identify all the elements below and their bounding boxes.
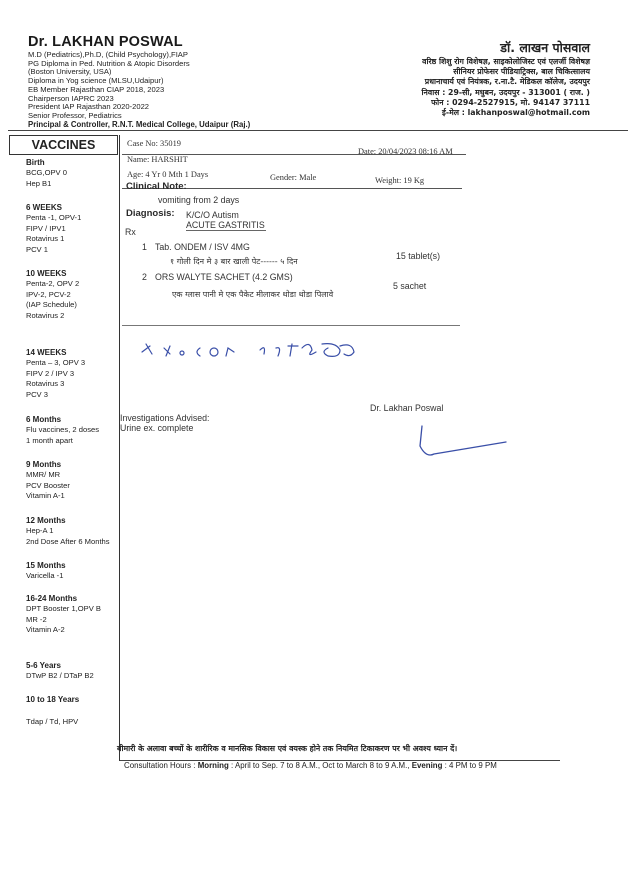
vaccine-section-title: 6 Months	[26, 415, 62, 424]
vaccine-item: FIPV / IPV1	[26, 223, 66, 233]
vaccine-section-title: Birth	[26, 158, 45, 167]
signature-mark	[408, 424, 518, 464]
vaccine-section	[26, 661, 94, 682]
vaccine-section	[26, 415, 99, 446]
vaccine-item: Hep-A 1	[26, 526, 54, 536]
qualification-line: M.D (Pediatrics),Ph.D, (Child Psychology),FIAP	[28, 50, 188, 59]
rx-divider	[122, 325, 460, 326]
clinical-note: vomiting from 2 days	[158, 195, 240, 205]
hindi-line: ई-मेल : lakhanposwal@hotmail.com	[442, 108, 590, 118]
hindi-line: वरिष्ठ शिशु रोग विशेषज्ञ, साइकोलोजिस्ट एवं एलर्जी विशेषज्ञ	[422, 57, 590, 66]
vaccine-item: PCV Booster	[26, 480, 70, 490]
patient-weight: Weight: 19 Kg	[375, 176, 425, 185]
vaccine-item: Rotavirus 3	[26, 379, 65, 389]
vaccine-section-title: 15 Months	[26, 561, 66, 570]
prescription-instruction: १ गोली दिन मे ३ बार खाली पेट------ ५ दिन	[170, 257, 298, 266]
investigations-label: Investigations Advised:	[120, 413, 210, 423]
prescription-number: 1	[142, 242, 147, 252]
vaccine-item: PCV 1	[26, 244, 48, 254]
header-divider	[8, 130, 628, 131]
case-number: Case No: 35019	[127, 139, 181, 148]
vaccine-section-title: 10 WEEKS	[26, 269, 67, 278]
vaccine-item: Varicella -1	[26, 571, 64, 581]
handwritten-note	[140, 336, 370, 366]
evening-hours: : 4 PM to 9 PM	[442, 761, 497, 770]
prescription-quantity: 15 tablet(s)	[396, 251, 441, 261]
sidebar-divider	[119, 135, 120, 761]
prescription-drug: ORS WALYTE SACHET (4.2 GMS)	[155, 272, 293, 282]
qualification-line: (Boston University, USA)	[28, 67, 112, 77]
diagnosis-item: K/C/O Autism	[186, 210, 239, 220]
vaccine-section	[26, 717, 78, 727]
qualification-line: Chairperson IAPRC 2023	[28, 93, 114, 103]
vaccine-item: Rotavirus 1	[26, 234, 65, 244]
vaccine-item: FIPV 2 / IPV 3	[26, 368, 75, 378]
vaccine-section	[26, 203, 81, 255]
vaccine-section-title: 9 Months	[26, 460, 62, 469]
consultation-label: Consultation Hours :	[124, 761, 198, 770]
doctor-name: Dr. LAKHAN POSWAL	[28, 34, 183, 50]
hindi-header	[290, 40, 590, 118]
vaccine-section	[26, 348, 85, 400]
patient-age: Age: 4 Yr 0 Mth 1 Days	[127, 170, 209, 179]
vaccine-section	[26, 695, 79, 705]
hindi-line: सीनियर प्रोफेसर पीडियाट्रिक्स, बाल चिकित्सालय	[453, 67, 590, 77]
vaccine-item: IPV-2, PCV-2	[26, 289, 71, 299]
qualification-line: President IAP Rajasthan 2020-2022	[28, 102, 150, 112]
vaccine-item: Penta – 3, OPV 3	[26, 358, 86, 368]
vaccine-section	[26, 269, 79, 321]
clinical-note-label: Clinical Note:	[126, 181, 187, 192]
investigation-item: Urine ex. complete	[120, 423, 194, 433]
vaccine-section-title: 14 WEEKS	[26, 348, 67, 357]
footer-note: बीमारी के अलावा बच्चों के शारीरिक व मानसिक विकास एवं वयस्क होने तक नियमित टिकाकरण पर भी अवश्य ध्यान दें।	[117, 744, 458, 753]
vaccine-section	[26, 158, 67, 189]
vaccine-section-title: 10 to 18 Years	[26, 695, 80, 704]
vaccine-section	[26, 561, 66, 582]
qualifications	[28, 51, 328, 129]
qualification-line: EB Member Rajasthan CIAP 2018, 2023	[28, 84, 165, 94]
vaccine-item: Hep B1	[26, 178, 52, 188]
vaccine-item: 1 month apart	[26, 435, 73, 445]
prescription-drug: Tab. ONDEM / ISV 4MG	[155, 242, 250, 252]
vaccine-section-title: 6 WEEKS	[26, 203, 63, 212]
vaccine-section-title: 16-24 Months	[26, 594, 78, 603]
hindi-line: फोन : 0294-2527915, मो. 94147 37111	[431, 97, 590, 107]
prescription-number: 2	[142, 272, 147, 282]
visit-date: Date: 20/04/2023 08:16 AM	[358, 147, 453, 156]
patient-gender: Gender: Male	[270, 173, 317, 182]
rx-label: Rx	[125, 227, 136, 237]
vaccine-item: Vitamin A-1	[26, 491, 65, 501]
vaccine-item: DPT Booster 1,OPV B	[26, 604, 101, 614]
qualification-line: PG Diploma in Ped. Nutrition & Atopic Disorders	[28, 58, 190, 68]
prescription-instruction: एक ग्लास पानी मे एक पैकेट मीलाकर थोडा थोडा पिलावे	[172, 290, 334, 299]
hindi-line: प्रधानाचार्य एवं नियंत्रक, र.ना.टै. मेडिकल कॉलेज, उदयपुर	[424, 77, 590, 87]
diagnosis-label: Diagnosis:	[126, 208, 175, 219]
vaccine-item: (IAP Schedule)	[26, 300, 77, 310]
morning-hours: : April to Sep. 7 to 8 A.M., Oct to March 8 to 9 A.M.,	[228, 761, 412, 770]
vaccine-section	[26, 516, 110, 547]
vaccine-item: Tdap / Td, HPV	[26, 717, 79, 726]
vaccine-item: BCG,OPV 0	[26, 168, 67, 178]
doctor-signature-name: Dr. Lakhan Poswal	[370, 403, 444, 413]
vaccine-item: Rotavirus 2	[26, 310, 65, 320]
evening-label: Evening	[411, 761, 443, 770]
vaccine-section	[26, 460, 70, 502]
vaccines-title: VACCINES	[9, 135, 118, 155]
vaccine-item: Penta-2, OPV 2	[26, 279, 80, 289]
vaccine-section	[26, 594, 101, 636]
vaccine-section-title: 12 Months	[26, 516, 66, 525]
hindi-line: निवास : 29-सी, मधुबन, उदयपुर - 313001 ( राज. )	[421, 87, 590, 97]
position-line: Principal & Controller, R.N.T. Medical College, Udaipur (Raj.)	[28, 119, 251, 129]
vaccine-item: Flu vaccines, 2 doses	[26, 425, 100, 435]
diagnosis-underline	[186, 230, 266, 231]
vaccine-item: Penta -1, OPV-1	[26, 213, 82, 223]
vaccine-item: MMR/ MR	[26, 470, 61, 480]
patient-name: Name: HARSHIT	[127, 155, 188, 164]
vaccine-item: PCV 3	[26, 389, 48, 399]
vaccine-item: Vitamin A-2	[26, 625, 65, 635]
vaccine-section-title: 5-6 Years	[26, 661, 61, 670]
qualification-line: Senior Professor, Pediatrics	[28, 110, 122, 120]
vaccine-item: MR -2	[26, 614, 47, 624]
morning-label: Morning	[197, 761, 229, 770]
vaccine-item: DTwP B2 / DTaP B2	[26, 671, 94, 681]
hindi-doctor-name: डॉ. लाखन पोसवाल	[500, 40, 590, 55]
qualification-line: Diploma in Yog science (MLSU,Udaipur)	[28, 76, 164, 86]
prescription-quantity: 5 sachet	[393, 281, 427, 291]
vaccine-item: 2nd Dose After 6 Months	[26, 536, 110, 546]
diagnosis-item: ACUTE GASTRITIS	[186, 220, 265, 230]
consultation-hours	[124, 761, 497, 770]
